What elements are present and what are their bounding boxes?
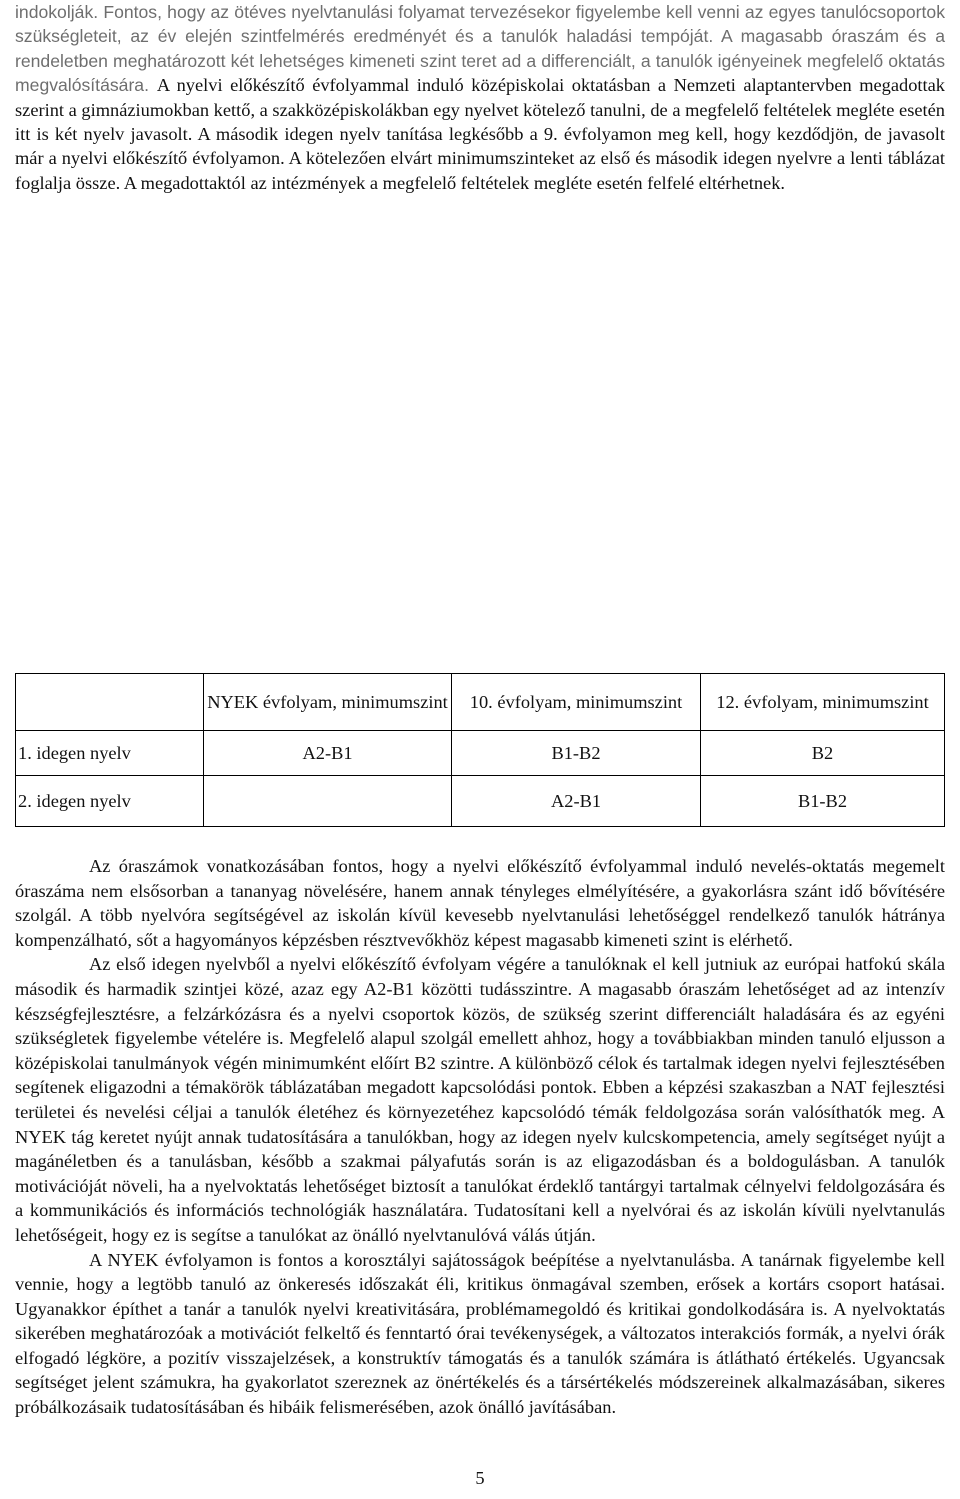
- table-cell: A2-B1: [452, 776, 701, 827]
- table-cell: B1-B2: [452, 731, 701, 776]
- table-header-cell: 10. évfolyam, minimumszint: [452, 674, 701, 731]
- page-number: 5: [475, 1468, 485, 1488]
- body-text: [15, 854, 945, 1420]
- table-cell: [204, 776, 452, 827]
- table-row: [16, 776, 945, 827]
- table-header-cell: [16, 674, 204, 731]
- table-cell: B1-B2: [701, 776, 945, 827]
- intro-part-2: A nyelvi előkészítő évfolyammal induló középiskolai oktatásban a Nemzeti alaptantervben megadottak szerint a gimnáziumokban kettő, a szakközépiskolákban egy nyelvet kötelező tanulni, de a megfelelő feltételek megléte esetén itt is két nyelv javasolt. A második idegen nyelv tanítása legkésőbb a 9. évfolyamon meg kell, hogy kezdődjön, de javasolt már a nyelvi előkészítő évfolyamon. A kötelezően elvárt minimumszinteket az első és második idegen nyelvre a lenti táblázat foglalja össze. A megadottaktól az intézmények a megfelelő feltételek megléte esetén felfelé eltérhetnek.: [15, 75, 945, 193]
- table-header-cell: NYEK évfolyam, minimumszint: [204, 674, 452, 731]
- table-row: [16, 731, 945, 776]
- intro-part-1: indokolják. Fontos, hogy az ötéves nyelvtanulási folyamat tervezésekor figyelembe kell venni az egyes tanulócsoportok szükségleteit, az év elején szintfelmérés eredményét és a tanulók haladási tempóját. A magasabb óraszám és a rendeletben meghatározott két lehetséges kimeneti szint teret ad a differenciált, a tanulók igényeinek megfelelő oktatás megvalósítására.: [15, 2, 945, 96]
- paragraph: Az első idegen nyelvből a nyelvi előkészítő évfolyam végére a tanulóknak el kell jutniuk az európai hatfokú skála második és harmadik szintjei közé, azaz egy A2-B1 közötti tudásszintre. A magasabb óraszám lehetőséget ad az intenzív készségfejlesztésre, a felzárkózásra és a nyelvi csoportok közös, de szükség szerint differenciált haladására és az egyéni szükségletek figyelembe vételére is. Megfelelő alapul szolgál emellett ahhoz, hogy a továbbiakban minden tanuló eljusson a középiskolai tanulmányok végén minimumként előírt B2 szintre. A különböző célok és tartalmak idegen nyelvi fejlesztésében segítenek eligazodni a témakörök táblázatában megadott kapcsolódási pontok. Ebben a képzési szakaszban a NAT fejlesztési területei és nevelési céljai a tanulók életéhez és környezetéhez kapcsolódó témák feldolgozása során valósíthatók meg. A NYEK tág keretet nyújt annak tudatosítására a tanulókban, hogy az idegen nyelv kulcskompetencia, amely segítséget nyújt a magánéletben és a tanulásban, később a szakmai pályafutás során is az eligazodásban és a boldogulásban. A tanulók motivációját növeli, ha a nyelvoktatás lehetőséget biztosít a tanulókat érdeklő tantárgyi tartalmak célnyelvi feldolgozására és a kommunikációs és információs technológiák használatára. Tudatosítani kell a nyelvórai és az iskolán kívüli nyelvtanulás lehetőségeit, hogy ez is segítse a tanulókat az önálló nyelvtanulóvá válás útján.: [15, 954, 945, 1245]
- intro-paragraph: [15, 0, 945, 195]
- table-header-row: [16, 674, 945, 731]
- table-cell: A2-B1: [204, 731, 452, 776]
- table-cell: B2: [701, 731, 945, 776]
- language-level-table: [15, 673, 945, 827]
- table-cell: 1. idegen nyelv: [16, 731, 204, 776]
- document-page: [15, 0, 945, 195]
- paragraph: Az óraszámok vonatkozásában fontos, hogy a nyelvi előkészítő évfolyammal induló nevelés-oktatás megemelt óraszáma nem elsősorban a tananyag növelésére, hanem annak tényleges elmélyítésére, a gyakorlásra szánt idő bővítésére szolgál. A több nyelvóra segítségével az iskolán kívül kevesebb nyelvtanulási lehetőséggel rendelkező tanulók hátránya kompenzálható, sőt a hagyományos képzésben résztvevőkhöz képest magasabb kimeneti szint is elérhető.: [15, 856, 945, 950]
- table-cell: 2. idegen nyelv: [16, 776, 204, 827]
- table-header-cell: 12. évfolyam, minimumszint: [701, 674, 945, 731]
- paragraph: A NYEK évfolyamon is fontos a korosztályi sajátosságok beépítése a nyelvtanulásba. A tanárnak figyelembe kell vennie, hogy a legtöbb tanuló az önkeresés időszakát éli, kritikus önmagával szemben, erősek a kortárs csoport hatásai. Ugyanakkor építhet a tanár a tanulók nyelvi kreativitására, problémamegoldó és kritikai gondolkodására is. A nyelvoktatás sikerében meghatározóak a motivációt felkeltő és fenntartó órai tevékenységek, a változatos interakciós formák, a nyelvi órák elfogadó légköre, a pozitív visszajelzések, a konstruktív támogatás és a tanulók számára is átlátható értékelés. Ugyancsak segítséget jelent számukra, ha gyakorlatot szereznek az önértékelés és a társértékelés módszereinek alkalmazásában, sikeres próbálkozásaik tudatosításában és hibáik felismerésében, azok önálló javításában.: [15, 1249, 945, 1418]
